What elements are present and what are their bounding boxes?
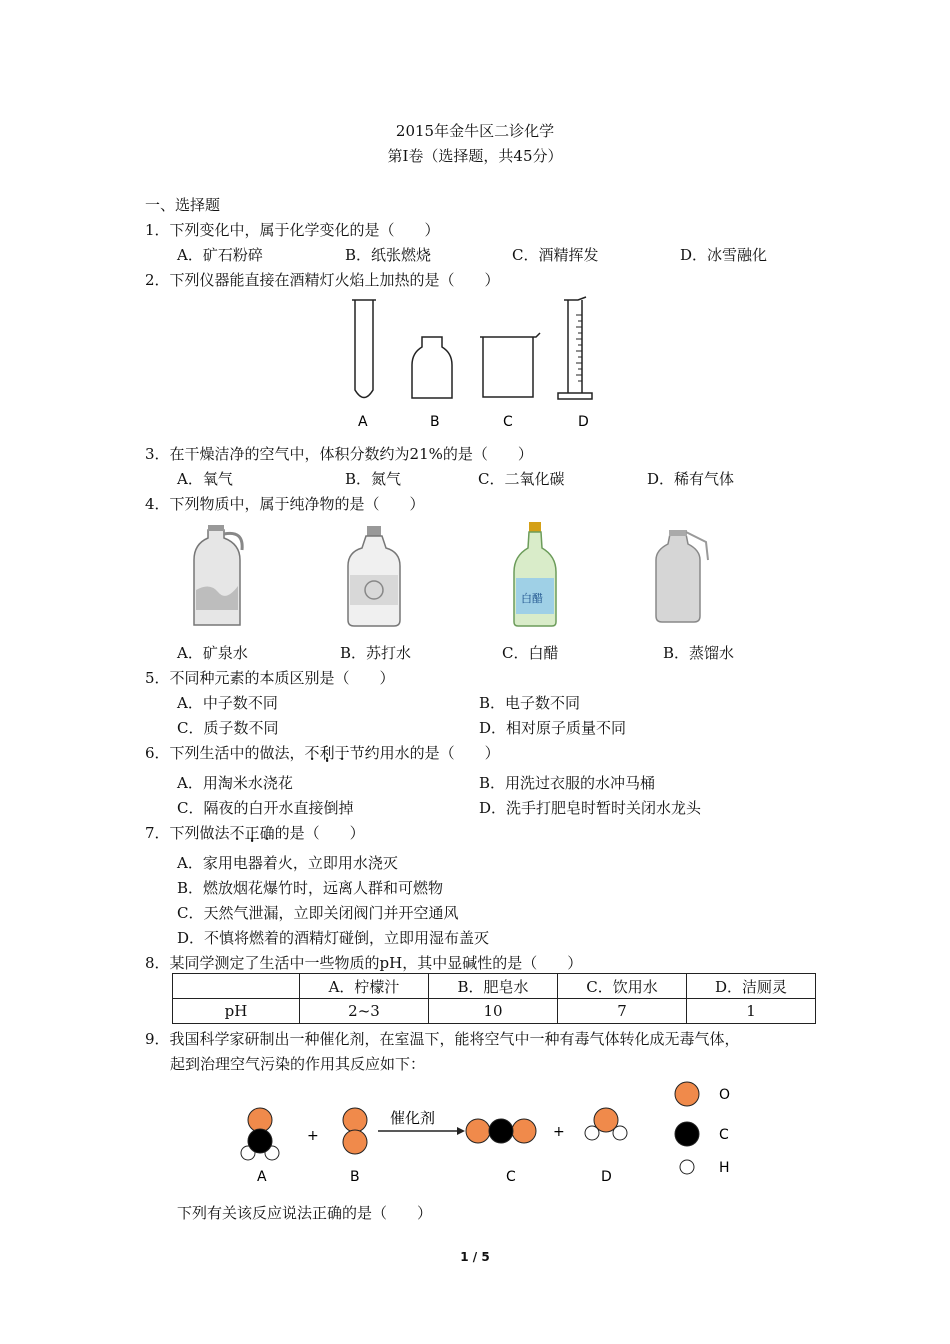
q5-stem: 5．不同种元素的本质区别是（ ） <box>145 669 395 687</box>
q4-option-a: A．矿泉水 <box>177 644 248 662</box>
white-vinegar-bottle <box>514 522 556 626</box>
mineral-water-bottle <box>194 525 242 625</box>
q1-option-d: D．冰雪融化 <box>680 246 768 264</box>
molecule-label-c: C <box>506 1169 516 1185</box>
vinegar-label-text: 白醋 <box>521 592 543 605</box>
q2-label-b: B <box>430 414 440 430</box>
page-title: 2015年金牛区二诊化学 <box>395 122 555 140</box>
legend-h: H <box>719 1160 730 1176</box>
q6-stem-emphasis: 不利于 <box>304 744 350 762</box>
molecule-d <box>585 1108 627 1140</box>
q3-option-b: B．氮气 <box>345 470 402 488</box>
ph-value-d: 1 <box>687 999 816 1024</box>
q9-stem-line1: 9．我国科学家研制出一种催化剂，在室温下，能将空气中一种有毒气体转化成无毒气体， <box>145 1030 740 1048</box>
q7-option-b: B．燃放烟花爆竹时，远离人群和可燃物 <box>177 879 444 897</box>
q4-bottles-figure <box>190 520 730 632</box>
atom-legend <box>675 1082 699 1174</box>
q7-option-a: A．家用电器着火，立即用水浇灭 <box>177 854 398 872</box>
q9-followup: 下列有关该反应说法正确的是（ ） <box>177 1204 433 1222</box>
q7-stem-emphasis: 不正确 <box>229 824 275 842</box>
legend-o: O <box>719 1087 731 1103</box>
q1-option-b: B．纸张燃烧 <box>345 246 432 264</box>
q6-option-a: A．用淘米水浇花 <box>177 774 293 792</box>
test-tube <box>355 300 373 398</box>
section-heading: 一、选择题 <box>145 196 221 214</box>
q1-stem: 1．下列变化中，属于化学变化的是（ ） <box>145 221 440 239</box>
distilled-water-bottle <box>656 530 708 622</box>
q6-stem-pre: 6．下列生活中的做法， <box>145 744 305 762</box>
q7-option-c: C．天然气泄漏，立即关闭阀门并开空通风 <box>177 904 459 922</box>
ph-header-b: B．肥皂水 <box>429 974 558 999</box>
q6-option-b: B．用洗过衣服的水冲马桶 <box>479 774 656 792</box>
ph-header-d: D．洁厕灵 <box>687 974 816 999</box>
beaker <box>480 333 540 397</box>
q9-stem-line2: 起到治理空气污染的作用其反应如下： <box>170 1055 426 1073</box>
q1-option-c: C．酒精挥发 <box>512 246 599 264</box>
q4-option-c: C．白醋 <box>502 644 559 662</box>
q2-label-c: C <box>503 414 513 430</box>
q6-stem-post: 节约用水的是（ ） <box>349 744 500 762</box>
molecule-label-d: D <box>601 1169 612 1185</box>
ph-value-c: 7 <box>558 999 687 1024</box>
q3-stem: 3．在干燥洁净的空气中，体积分数约为21%的是（ ） <box>145 445 533 463</box>
q5-option-c: C．质子数不同 <box>177 719 279 737</box>
molecule-label-a: A <box>257 1169 267 1185</box>
ph-header-a: A．柠檬汁 <box>300 974 429 999</box>
ph-table <box>172 973 816 1024</box>
q4-option-d: B．蒸馏水 <box>663 644 735 662</box>
q2-label-a: A <box>358 414 368 430</box>
ph-value-a: 2~3 <box>300 999 429 1024</box>
q4-stem: 4．下列物质中，属于纯净物的是（ ） <box>145 495 425 513</box>
legend-c: C <box>719 1127 729 1143</box>
q7-stem <box>145 822 365 843</box>
q2-label-d: D <box>578 414 589 430</box>
page-number: 1 / 5 <box>460 1250 490 1264</box>
q7-stem-pre: 7．下列做法 <box>145 824 230 842</box>
q7-option-d: D．不慎将燃着的酒精灯碰倒，立即用湿布盖灭 <box>177 929 490 947</box>
molecule-a <box>241 1108 279 1160</box>
q2-stem: 2．下列仪器能直接在酒精灯火焰上加热的是（ ） <box>145 271 500 289</box>
plus-sign-1: + <box>307 1128 319 1144</box>
q6-stem <box>145 742 500 763</box>
molecule-c <box>466 1119 536 1143</box>
reaction-diagram <box>235 1078 745 1188</box>
ph-header-c: C．饮用水 <box>558 974 687 999</box>
q8-stem: 8．某同学测定了生活中一些物质的pH，其中显碱性的是（ ） <box>145 954 583 972</box>
soda-water-bottle <box>348 526 400 626</box>
plus-sign-2: + <box>553 1124 565 1140</box>
q3-option-c: C．二氧化碳 <box>478 470 565 488</box>
ph-table-value-row <box>173 999 816 1024</box>
q5-option-a: A．中子数不同 <box>177 694 278 712</box>
ph-value-b: 10 <box>429 999 558 1024</box>
q6-option-d: D．洗手打肥皂时暂时关闭水龙头 <box>479 799 702 817</box>
q2-apparatus-figure <box>340 295 620 435</box>
molecule-label-b: B <box>350 1169 360 1185</box>
molecule-b <box>343 1108 367 1154</box>
catalyst-label: 催化剂 <box>390 1109 436 1127</box>
q3-option-d: D．稀有气体 <box>647 470 735 488</box>
ph-table-corner <box>173 974 300 999</box>
q5-option-b: B．电子数不同 <box>479 694 581 712</box>
ph-row-label: pH <box>173 999 300 1024</box>
q3-option-a: A．氧气 <box>177 470 233 488</box>
q5-option-d: D．相对原子质量不同 <box>479 719 627 737</box>
q6-option-c: C．隔夜的白开水直接倒掉 <box>177 799 354 817</box>
graduated-cylinder <box>564 297 586 393</box>
q7-stem-post: 的是（ ） <box>274 824 365 842</box>
q4-option-b: B．苏打水 <box>340 644 412 662</box>
ph-table-header-row <box>173 974 816 999</box>
reagent-bottle <box>412 337 452 398</box>
page-subtitle: 第I卷（选择题，共45分） <box>387 147 563 165</box>
q1-option-a: A．矿石粉碎 <box>177 246 263 264</box>
